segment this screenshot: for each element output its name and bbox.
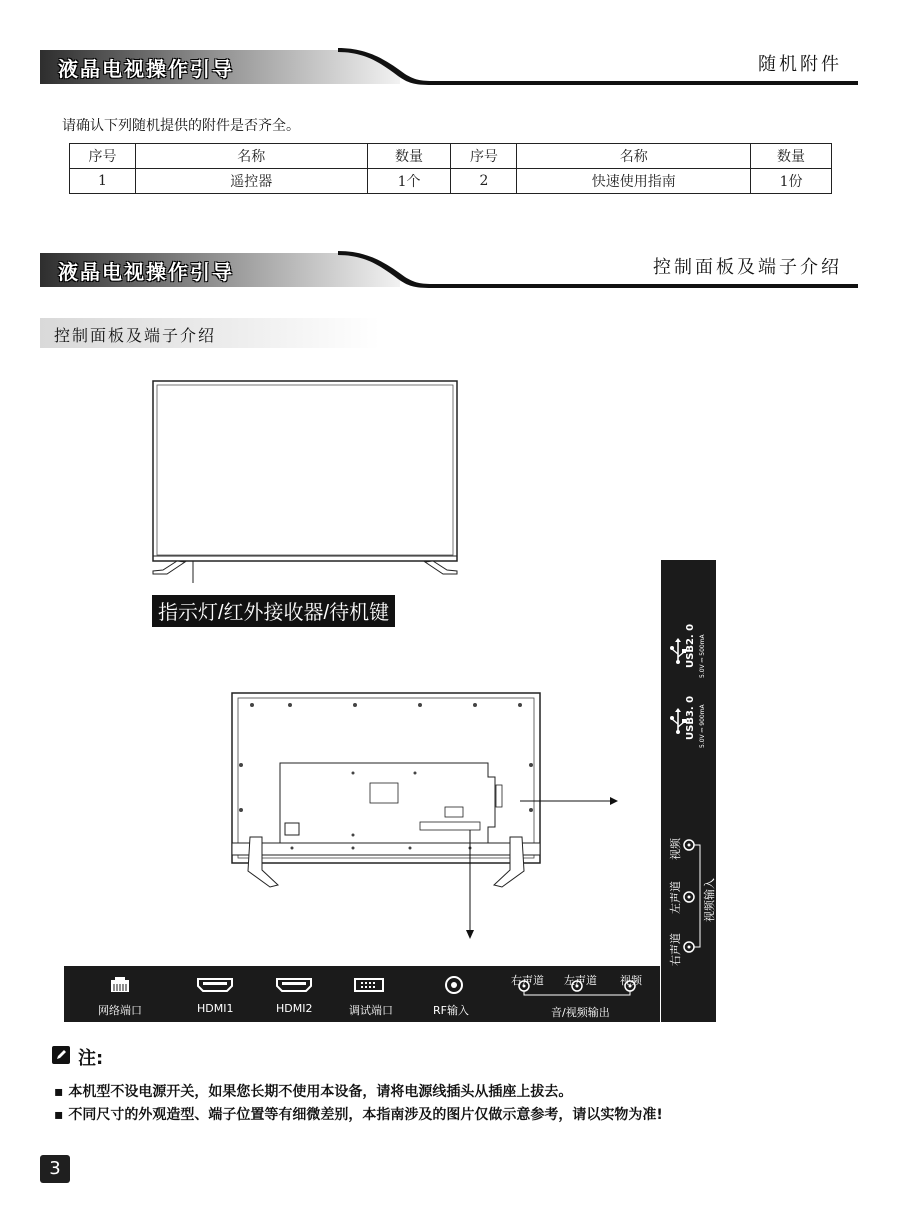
accessory-table (69, 143, 832, 194)
tv-front-illustration (145, 378, 470, 583)
intro-text: 请确认下列随机提供的附件是否齐全。 (62, 118, 300, 134)
table-header: 名称 (135, 144, 367, 169)
table-cell: 1 (70, 169, 136, 194)
subheading-text: 控制面板及端子介绍 (54, 326, 217, 345)
section-right-title: 控制面板及端子介绍 (653, 257, 842, 278)
left-channel-label: 左声道 (564, 974, 597, 987)
av-output-label: 音/视频输出 (551, 1006, 610, 1019)
hdmi2-label: HDMI2 (276, 1002, 313, 1015)
table-header: 数量 (751, 144, 832, 169)
video-out-label: 视频 (620, 974, 642, 987)
note-line-1: ▪ 本机型不设电源开关，如果您长期不使用本设备，请将电源线插头从插座上拔去。 (54, 1084, 573, 1100)
tv-back-illustration (210, 685, 630, 945)
table-header: 序号 (70, 144, 136, 169)
right-channel-label: 右声道 (511, 974, 544, 987)
section-title: 液晶电视操作引导 (58, 57, 234, 81)
debug-port-label: 调试端口 (349, 1004, 393, 1017)
hdmi2-port-icon (276, 978, 312, 992)
usb2-rating: 5.0V ⎓ 500mA (699, 634, 706, 678)
network-port-label: 网络端口 (98, 1004, 142, 1017)
table-cell: 1份 (751, 169, 832, 194)
bottom-port-panel (64, 966, 660, 1022)
network-port-icon (110, 977, 130, 993)
table-header: 数量 (367, 144, 451, 169)
rf-port-icon (444, 975, 464, 995)
note-pencil-icon (52, 1046, 72, 1064)
hdmi1-label: HDMI1 (197, 1002, 234, 1015)
debug-port-icon (354, 978, 384, 992)
note-line-2: ▪ 不同尺寸的外观造型、端子位置等有细微差别，本指南涉及的图片仅做示意参考，请以实物为准! (54, 1107, 663, 1123)
hdmi1-port-icon (197, 978, 233, 992)
rf-input-label: RF输入 (433, 1004, 469, 1017)
section-right-title: 随机附件 (758, 54, 842, 75)
subheading-bar (40, 318, 380, 348)
section-title: 液晶电视操作引导 (58, 260, 234, 284)
av-input-label: 视频输入 (703, 878, 716, 922)
video-in-label: 视频 (669, 838, 682, 860)
table-row (70, 169, 832, 194)
front-indicator-label: 指示灯/红外接收器/待机键 (152, 595, 395, 627)
table-header-row (70, 144, 832, 169)
usb2-label: USB2. 0 (685, 623, 696, 668)
left-channel-in-label: 左声道 (669, 881, 682, 914)
table-header: 序号 (451, 144, 517, 169)
table-header: 名称 (517, 144, 751, 169)
side-port-panel (661, 560, 716, 1022)
page-number: 3 (40, 1155, 70, 1183)
section-header-accessories (40, 44, 858, 88)
table-cell: 1个 (367, 169, 451, 194)
table-cell: 遥控器 (135, 169, 367, 194)
usb3-label: USB3. 0 (685, 695, 696, 740)
right-channel-in-label: 右声道 (669, 933, 682, 966)
section-header-control-panel (40, 247, 858, 291)
note-title: 注: (78, 1048, 104, 1069)
table-cell: 快速使用指南 (517, 169, 751, 194)
usb3-rating: 5.0V ⎓ 900mA (699, 704, 706, 748)
table-cell: 2 (451, 169, 517, 194)
